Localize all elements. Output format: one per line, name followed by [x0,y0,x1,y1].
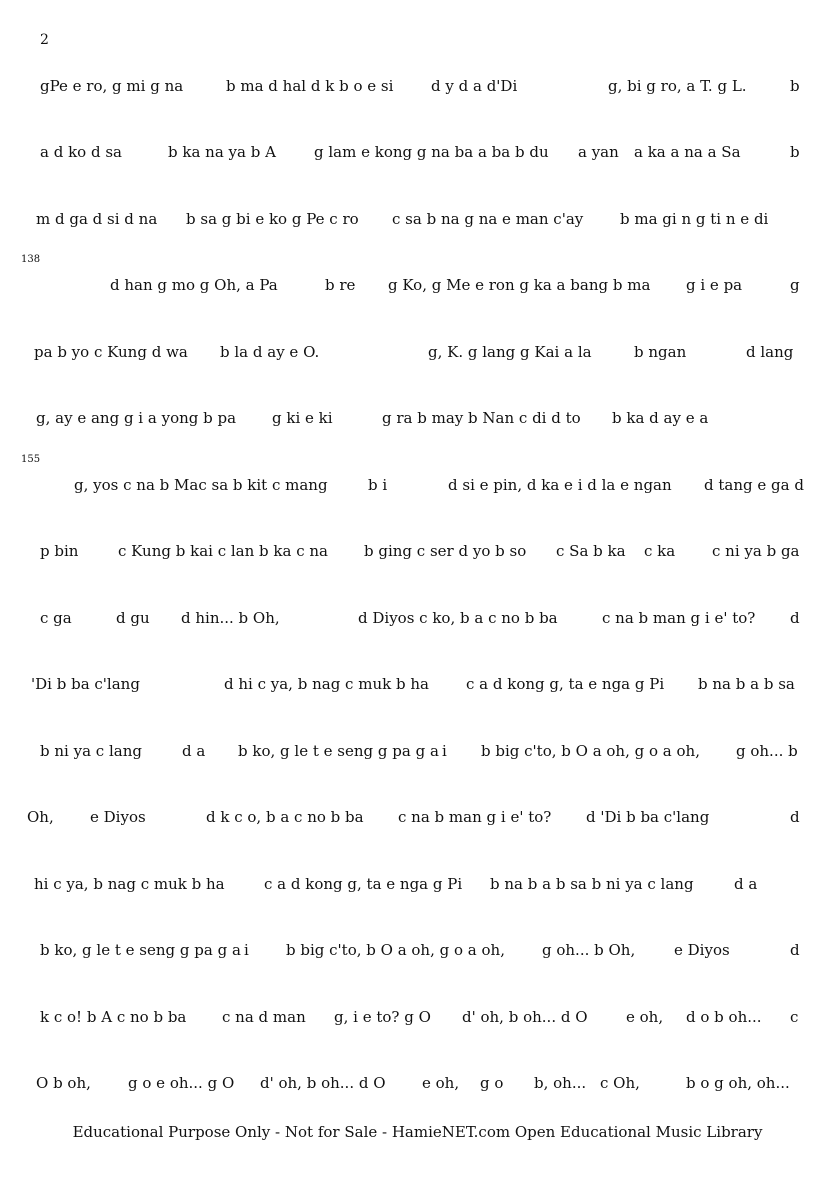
lyric-syllables: e oh, [626,1008,664,1026]
lyric-line [0,941,835,965]
lyric-syllables: g o [480,1074,504,1092]
lyric-syllables: e Diyos [674,941,730,959]
lyric-syllables: b ko, g le t e seng g pa g a [40,941,241,959]
lyric-syllables: d [790,941,800,959]
lyric-syllables: e oh, [422,1074,460,1092]
lyric-syllables: g Ko, g Me e ron g ka a bang b ma [388,276,651,294]
lyric-syllables: g, bi g ro, a T. g L. [608,77,747,95]
lyric-line [0,1008,835,1032]
lyric-syllables: g o e oh... g O [128,1074,235,1092]
lyric-syllables: d gu [116,609,150,627]
lyric-syllables: i [244,941,249,959]
lyric-syllables: b ka d ay e a [612,409,709,427]
lyric-syllables: d 'Di b ba c'lang [586,808,710,826]
lyric-syllables: e Diyos [90,808,146,826]
lyric-line [0,77,835,101]
lyric-syllables: c ga [40,609,72,627]
lyric-line [0,875,835,899]
lyric-syllables: c a d kong g, ta e nga g Pi [264,875,463,893]
lyric-syllables: b ma d hal d k b o e si [226,77,394,95]
lyric-syllables: c Sa b ka [556,542,626,560]
lyric-syllables: d hin... b Oh, [181,609,280,627]
lyric-syllables: g, ay e ang g i a yong b pa [36,409,237,427]
lyric-syllables: g oh... b [736,742,798,760]
lyric-syllables: b ma gi n g ti n e di [620,210,769,228]
lyric-syllables: b o g oh, oh... [686,1074,790,1092]
lyric-syllables: g lam e kong g na ba a ba b du [314,143,549,161]
lyric-syllables: b la d ay e O. [220,343,320,361]
lyric-syllables: c ni ya b ga [712,542,800,560]
lyric-syllables: g, K. g lang g Kai a la [428,343,592,361]
lyric-line [0,276,835,300]
footer-notice: Educational Purpose Only - Not for Sale - HamieNET.com Open Educational Music Library [72,1123,763,1141]
lyric-line [0,808,835,832]
lyric-syllables: b big c'to, b O a oh, g o a oh, [481,742,700,760]
lyric-line [0,1074,835,1098]
lyric-syllables: d o b oh... [686,1008,762,1026]
lyric-syllables: c Kung b kai c lan b ka c na [118,542,328,560]
lyric-line [0,210,835,234]
lyric-syllables: b sa g bi e ko g Pe c ro [186,210,359,228]
lyric-syllables: b ni ya c lang [40,742,142,760]
lyric-syllables: c na b man g i e' to? [602,609,756,627]
measure-number: 138 [21,254,41,265]
lyric-line [0,409,835,433]
lyric-syllables: d [790,808,800,826]
lyric-syllables: hi c ya, b nag c muk b ha [34,875,225,893]
lyric-syllables: g ra b may b Nan c di d to [382,409,581,427]
lyric-syllables: d lang [746,343,794,361]
lyric-line [0,343,835,367]
lyric-syllables: gPe e ro, g mi g na [40,77,184,95]
lyric-syllables: g i e pa [686,276,743,294]
lyric-syllables: d [790,609,800,627]
lyric-syllables: g, yos c na b Mac sa b kit c mang [74,476,328,494]
lyric-syllables: p bin [40,542,79,560]
lyric-syllables: c sa b na g na e man c'ay [392,210,584,228]
page-number: 2 [40,32,49,48]
measure-number: 155 [21,454,41,465]
lyric-syllables: m d ga d si d na [36,210,158,228]
lyric-line [0,476,835,500]
lyric-syllables: d a [182,742,206,760]
lyric-syllables: Oh, [27,808,54,826]
lyric-syllables: b ging c ser d yo b so [364,542,527,560]
lyric-syllables: d hi c ya, b nag c muk b ha [224,675,429,693]
lyric-syllables: c na d man [222,1008,306,1026]
lyric-syllables: b ngan [634,343,687,361]
lyric-syllables: d k c o, b a c no b ba [206,808,364,826]
lyric-syllables: b big c'to, b O a oh, g o a oh, [286,941,505,959]
lyric-line [0,143,835,167]
lyric-syllables: d tang e ga d [704,476,804,494]
lyric-syllables: g, i e to? g O [334,1008,431,1026]
lyric-syllables: g ki e ki [272,409,333,427]
lyric-syllables: d han g mo g Oh, a Pa [110,276,278,294]
lyric-syllables: c na b man g i e' to? [398,808,552,826]
lyric-syllables: a d ko d sa [40,143,122,161]
lyric-syllables: b i [368,476,388,494]
lyric-syllables: c [790,1008,799,1026]
lyric-syllables: b na b a b sa b ni ya c lang [490,875,694,893]
lyric-syllables: 'Di b ba c'lang [31,675,140,693]
lyric-syllables: pa b yo c Kung d wa [34,343,188,361]
lyric-syllables: d' oh, b oh... d O [260,1074,386,1092]
lyric-line [0,542,835,566]
lyric-syllables: c a d kong g, ta e nga g Pi [466,675,665,693]
lyric-syllables: b ka na ya b A [168,143,276,161]
lyric-syllables: d a [734,875,758,893]
lyric-line [0,675,835,699]
lyric-syllables: b [790,143,800,161]
lyric-syllables: d y d a d'Di [431,77,518,95]
lyric-syllables: i [442,742,447,760]
lyric-line [0,609,835,633]
lyric-syllables: b [790,77,800,95]
lyric-syllables: d Diyos c ko, b a c no b ba [358,609,558,627]
lyric-syllables: O b oh, [36,1074,91,1092]
lyric-syllables: b, oh... [534,1074,587,1092]
lyric-syllables: b ko, g le t e seng g pa g a [238,742,439,760]
lyric-line [0,742,835,766]
lyric-syllables: b re [325,276,356,294]
lyric-syllables: d' oh, b oh... d O [462,1008,588,1026]
lyric-syllables: g oh... b Oh, [542,941,636,959]
lyric-syllables: b na b a b sa [698,675,795,693]
lyric-syllables: a ka a na a Sa [634,143,741,161]
lyric-syllables: d si e pin, d ka e i d la e ngan [448,476,672,494]
lyric-syllables: c Oh, [600,1074,640,1092]
lyric-syllables: a yan [578,143,619,161]
lyric-syllables: k c o! b A c no b ba [40,1008,187,1026]
lyric-syllables: c ka [644,542,676,560]
lyric-syllables: g [790,276,800,294]
